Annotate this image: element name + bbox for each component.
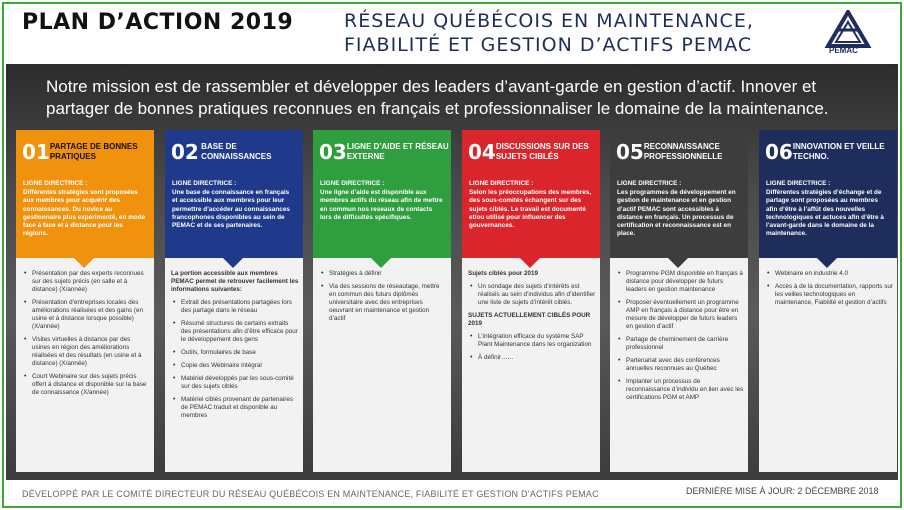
pillar-content xyxy=(171,270,299,425)
guideline-arrow-icon xyxy=(817,258,837,268)
guideline-arrow-icon xyxy=(668,258,688,268)
mission-statement: Notre mission est de rassembler et développer des leaders d’avant-garde en gestion d’actif. Innover et partager de bonnes pratiques reconnues en français et professionnaliser le domaine de la maintenance. xyxy=(46,77,829,118)
pillar-body xyxy=(16,174,154,472)
page-subtitle xyxy=(344,9,754,57)
list-item: • Visites virtuelles à distance par des usines en région des améliorations réalisées et des résultats (en usine et à distance) (X/année) xyxy=(22,336,150,368)
logo-text: PEMAC xyxy=(829,46,858,55)
guideline-box xyxy=(313,174,451,258)
list-item: • L’intégration efficace du système SAP Plant Maintenance dans les organization xyxy=(468,333,596,349)
list-item: • Présentation par des experts reconnues sur des sujets précis (en salle et à distance) (X/année) xyxy=(22,270,150,294)
bullet-list xyxy=(616,270,744,402)
list-item: • Matériel développés par les sous-comité sur des sujets ciblés xyxy=(171,375,299,391)
pillar-body xyxy=(165,174,303,472)
pillar-header xyxy=(165,130,303,174)
pillar-title: BASE DE CONNAISSANCES xyxy=(201,142,272,161)
bullet-list xyxy=(468,333,596,362)
list-item: • Webinaire en industrie 4.0 xyxy=(765,270,893,278)
bullet-list xyxy=(468,283,596,307)
subtitle-line-2: FIABILITÉ ET GESTION D’ACTIFS PEMAC xyxy=(344,34,753,56)
list-item: • Proposer éventuellement un programme AMP en français à distance pour être en mesure de développer de futurs leaders en gestion d’actif xyxy=(616,299,744,331)
guideline-text: Différentes stratégies d’échange et de partage sont proposées au membres afin d’être à l’affût des nouvelles technologiques et actuces afin d’être à l’avant-garde dans le domaine de la maintenance. xyxy=(766,189,884,238)
list-item: • Résumé structures de certains extraits des présentations afin d’être efficace pour le développement des gens xyxy=(171,320,299,344)
guideline-text: Une ligne d’aide est disponible aux membres actifs du réseau afin de mettre en commun nos reseaux de contacts lors de difficultés spécifiques. xyxy=(320,189,443,221)
pillar-content xyxy=(616,270,744,407)
list-item: • Via des sessions de réseautage, mettre en commun des futurs diplômés universitaire avec des entreprises oeuvrant en maintenance et gestion d’actif xyxy=(319,283,447,323)
guideline-box xyxy=(16,174,154,258)
pillar-content xyxy=(468,270,596,367)
list-item: • À définir…… xyxy=(468,354,596,362)
guideline-box xyxy=(759,174,897,258)
list-item: • Implanter un processus de reconnaissance d’individu en lien avec les certifications PGM et AMP xyxy=(616,378,744,402)
bullet-list xyxy=(319,270,447,323)
guideline-label: LIGNE DIRECTRICE : xyxy=(23,180,88,187)
list-item: • Extrait des présentations partagées lors des partage dans le réseau xyxy=(171,299,299,315)
pillar-header xyxy=(759,130,897,174)
pillar-number: 03 xyxy=(319,140,347,164)
pillar-column-01 xyxy=(16,130,154,472)
list-item: • Un sondage des sujets d’intérêts est réalisés au sein d’individus afin d’identifier une liste de sujets d’intérêt ciblés. xyxy=(468,283,596,307)
pillar-column-06 xyxy=(759,130,897,472)
pillar-title: RECONNAISSANCE PROFESSIONNELLE xyxy=(643,142,723,161)
pillar-column-04 xyxy=(462,130,600,472)
guideline-label: LIGNE DIRECTRICE : xyxy=(617,180,682,187)
pillar-column-05 xyxy=(610,130,748,472)
pillar-body xyxy=(610,174,748,472)
guideline-box xyxy=(165,174,303,258)
guideline-text: Une base de connaissance en français et accessible aux membres pour leur permettre d’accéder au connaissances francophones disponibles au sein de PEMAC et de ses partenaires. xyxy=(172,189,290,230)
guideline-box xyxy=(610,174,748,258)
pillar-body xyxy=(462,174,600,472)
list-item: • Programme PGM disponible en français à distance pour développer de futurs leaders en gestion maintenance xyxy=(616,270,744,294)
list-item: • Accès à de la documentation, rapports sur les veilles technologiques en maintenance, Fiabilité et gestion d’actifs xyxy=(765,283,893,307)
content-intro: Sujets ciblés pour 2019 xyxy=(468,270,538,277)
pillar-header xyxy=(16,130,154,174)
content-intro: SUJETS ACTUELLEMENT CIBLÉS POUR 2019 xyxy=(468,312,591,327)
list-item: • Matériel ciblés provenant de partenaires de PEMAC traduit et disponible au membres xyxy=(171,396,299,420)
list-item: • Stratégies à définir xyxy=(319,270,447,278)
page-title: PLAN D’ACTION 2019 xyxy=(22,10,294,35)
guideline-label: LIGNE DIRECTRICE : xyxy=(172,180,237,187)
pillar-column-02 xyxy=(165,130,303,472)
pillar-content xyxy=(22,270,150,402)
pillar-title: LIGNE D’AIDE ET RÉSEAU EXTERNE xyxy=(346,142,449,161)
list-item: • Outils, formulaires de base xyxy=(171,349,299,357)
pillar-header xyxy=(610,130,748,174)
pillar-body xyxy=(313,174,451,472)
pillar-title: INNOVATION ET VEILLE TECHNO. xyxy=(792,142,885,161)
pillar-number: 01 xyxy=(22,140,50,164)
pillar-number: 02 xyxy=(171,140,199,164)
guideline-label: LIGNE DIRECTRICE : xyxy=(469,180,534,187)
pillar-content xyxy=(319,270,447,328)
guideline-label: LIGNE DIRECTRICE : xyxy=(766,180,831,187)
footer-updated: DERNIÈRE MISE À JOUR: 2 DÉCEMBRE 2018 xyxy=(686,486,879,496)
list-item: • Partenariat avec des conférences annuelles reconnues au Québec xyxy=(616,357,744,373)
list-item: • Présentation d’entreprises locales des améliorations réalisées et des gains (en usine et à distance lorsque possible) (X/année) xyxy=(22,299,150,331)
guideline-arrow-icon xyxy=(74,258,94,268)
bullet-list xyxy=(765,270,893,307)
pillar-header xyxy=(313,130,451,174)
pillar-title: DISCUSSIONS SUR DES SUJETS CIBLÉS xyxy=(495,142,589,161)
pillar-column-03 xyxy=(313,130,451,472)
pillar-number: 06 xyxy=(765,140,793,164)
pillar-title: PARTAGE DE BONNES PRATIQUES xyxy=(49,142,138,161)
pillar-body xyxy=(759,174,897,472)
footer-credit: DÉVELOPPÉ PAR LE COMITÉ DIRECTEUR DU RÉSEAU QUÉBÉCOIS EN MAINTENANCE, FIABILITÉ ET GESTION D’ACTIFS PEMAC xyxy=(22,489,599,499)
pillar-number: 05 xyxy=(616,140,644,164)
list-item: • Copie des Webinaire intégral xyxy=(171,362,299,370)
guideline-box xyxy=(462,174,600,258)
guideline-text: Différentes stratégies sont proposées aux membres pour acquérir des connaissances. Du novice au gestionnaire plus expérimenté, en mode face à face et à distance pour les régions. xyxy=(23,189,146,238)
pillar-content xyxy=(765,270,893,312)
bullet-list xyxy=(22,270,150,397)
bullet-list xyxy=(171,299,299,420)
list-item: • Partage de cheminement de carrière professionnel xyxy=(616,336,744,352)
pillar-number: 04 xyxy=(468,140,496,164)
guideline-arrow-icon xyxy=(371,258,391,268)
subtitle-line-1: RÉSEAU QUÉBÉCOIS EN MAINTENANCE, xyxy=(344,10,754,32)
guideline-text: Les programmes de développement en gestion de maintenance et en gestion d’actif PEMAC sont accessibles à distance en français. Un processus de certification et reconnaissance est en place. xyxy=(617,189,736,238)
guideline-arrow-icon xyxy=(520,258,540,268)
guideline-arrow-icon xyxy=(223,258,243,268)
content-intro: La portion accessible aux membres PEMAC permet de retrouver facilement les informations suivantes: xyxy=(171,270,299,293)
guideline-text: Selon les préoccupations des membres, des sous-comités échangent sur des sujets ciblés. Le travail est documenté et/ou utilisé pour influencer des gouvernances. xyxy=(469,189,592,230)
list-item: • Court Webinaire sur des sujets précis offert à distance et disponible sur la base de connaissance (X/année) xyxy=(22,373,150,397)
guideline-label: LIGNE DIRECTRICE : xyxy=(320,180,385,187)
pillar-header xyxy=(462,130,600,174)
